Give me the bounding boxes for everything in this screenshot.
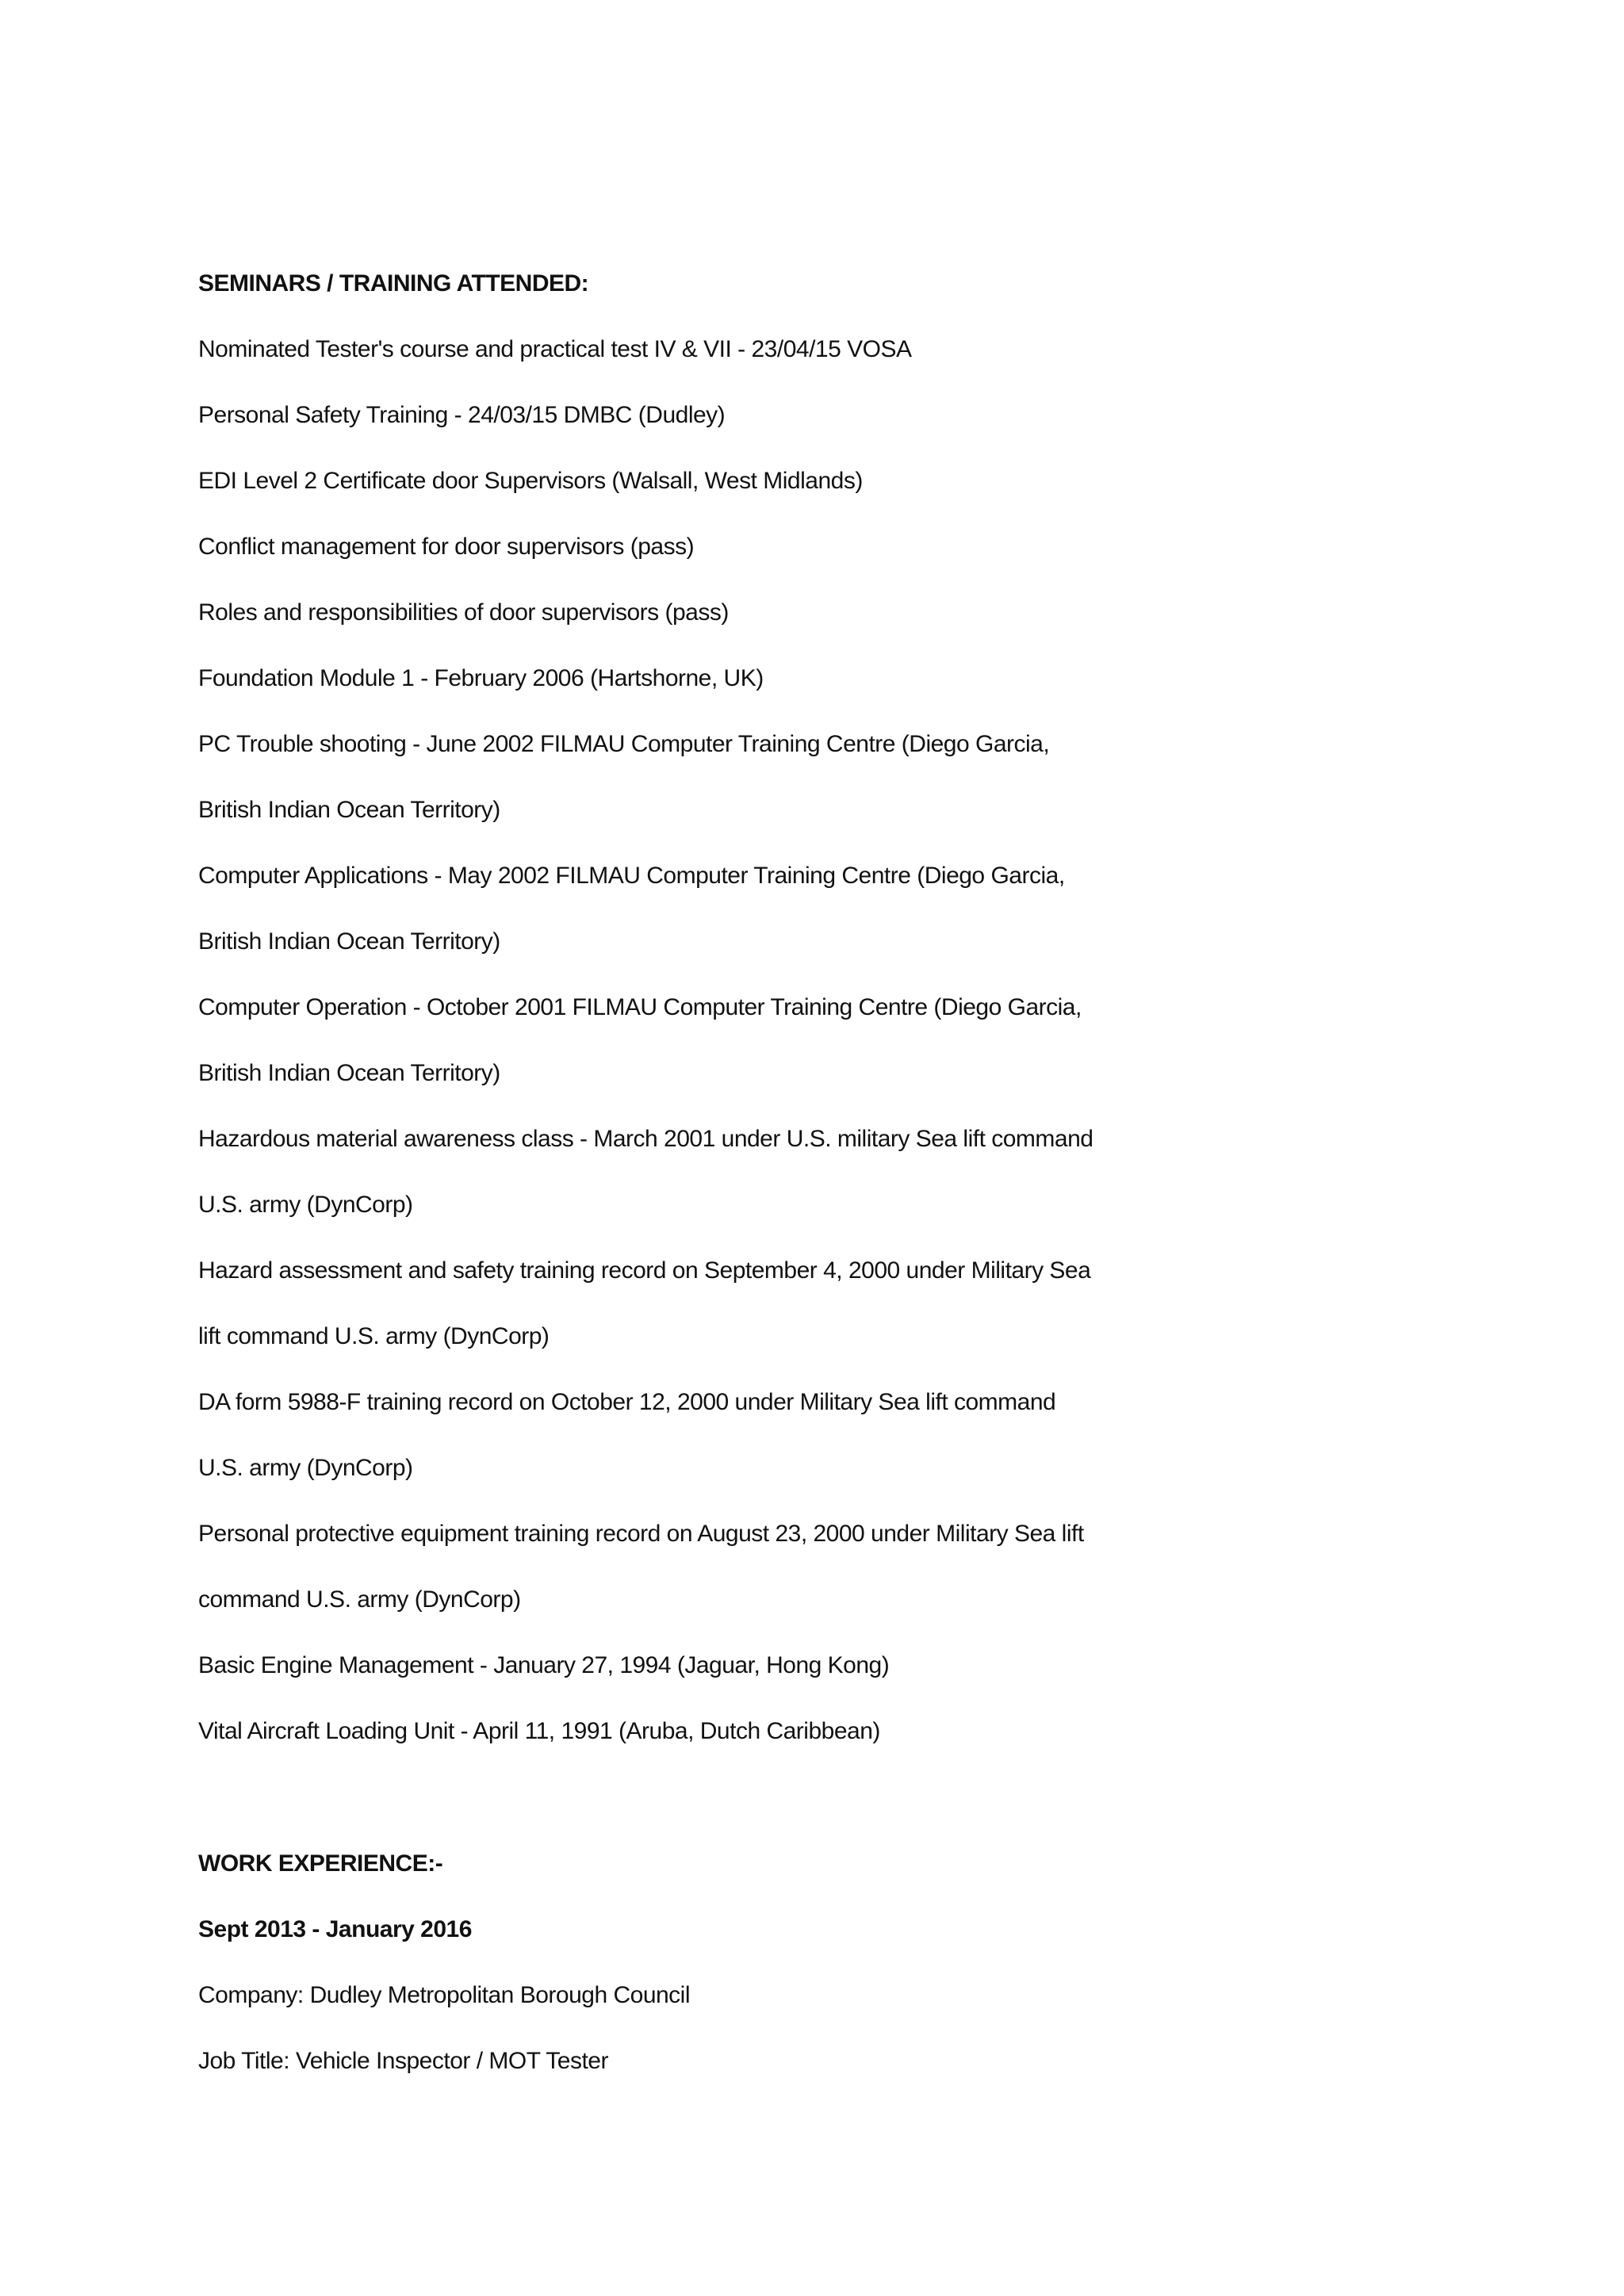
seminar-line: Computer Applications - May 2002 FILMAU Computer Training Centre (Diego Garcia, <box>198 863 1065 889</box>
seminar-line: U.S. army (DynCorp) <box>198 1192 413 1218</box>
seminar-line: lift command U.S. army (DynCorp) <box>198 1323 550 1349</box>
seminar-line: Hazard assessment and safety training record on September 4, 2000 under Military Sea <box>198 1257 1091 1284</box>
work-heading: WORK EXPERIENCE:- <box>198 1850 443 1877</box>
seminar-line: Conflict management for door supervisors (pass) <box>198 534 695 560</box>
seminar-line: Nominated Tester's course and practical test IV & VII - 23/04/15 VOSA <box>198 336 912 362</box>
seminar-line: British Indian Ocean Territory) <box>198 797 500 823</box>
seminar-line: Vital Aircraft Loading Unit - April 11, 1991 (Aruba, Dutch Caribbean) <box>198 1718 880 1744</box>
work-period: Sept 2013 - January 2016 <box>198 1916 472 1942</box>
work-job-title: Job Title: Vehicle Inspector / MOT Tester <box>198 2048 608 2074</box>
seminar-line: British Indian Ocean Territory) <box>198 928 500 955</box>
seminars-heading: SEMINARS / TRAINING ATTENDED: <box>198 270 589 297</box>
work-company: Company: Dudley Metropolitan Borough Council <box>198 1982 691 2008</box>
seminar-line: Hazardous material awareness class - March 2001 under U.S. military Sea lift command <box>198 1126 1094 1152</box>
seminar-line: U.S. army (DynCorp) <box>198 1455 413 1481</box>
seminar-line: DA form 5988-F training record on October 12, 2000 under Military Sea lift command <box>198 1389 1056 1415</box>
seminar-line: EDI Level 2 Certificate door Supervisors (Walsall, West Midlands) <box>198 468 863 494</box>
seminar-line: British Indian Ocean Territory) <box>198 1060 500 1086</box>
seminar-line: Personal Safety Training - 24/03/15 DMBC (Dudley) <box>198 402 726 428</box>
seminar-line: command U.S. army (DynCorp) <box>198 1586 521 1613</box>
seminar-line: PC Trouble shooting - June 2002 FILMAU Computer Training Centre (Diego Garcia, <box>198 731 1050 757</box>
seminar-line: Basic Engine Management - January 27, 1994 (Jaguar, Hong Kong) <box>198 1652 890 1678</box>
seminar-line: Roles and responsibilities of door supervisors (pass) <box>198 599 729 626</box>
seminar-line: Computer Operation - October 2001 FILMAU Computer Training Centre (Diego Garcia, <box>198 994 1082 1020</box>
seminar-line: Foundation Module 1 - February 2006 (Hartshorne, UK) <box>198 665 764 691</box>
seminar-line: Personal protective equipment training record on August 23, 2000 under Military Sea lift <box>198 1521 1084 1547</box>
